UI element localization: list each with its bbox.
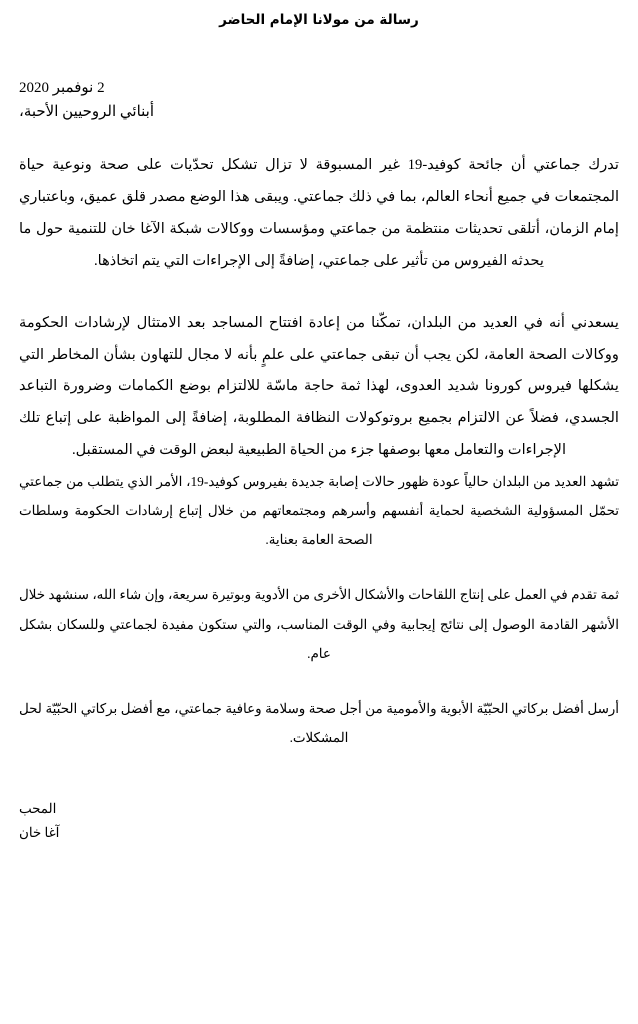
body-paragraph-5: أرسل أفضل بركاتي الحبّيّة الأبوية والأمومية من أجل صحة وسلامة وعافية جماعتي، مع أفضل بركاتي الحبّيّة لحل المشكلات. [19, 701, 619, 746]
body-paragraph-3: تشهد العديد من البلدان حالياً عودة ظهور حالات إصابة جديدة بفيروس كوفيد-19، الأمر الذي يتطلب من جماعتي تحمّل المسؤولية الشخصية لحماية أنفسهم وأسرهم ومجتمعاتهم من خلال إتباع إرشادات الحكومة وسلطات الصحة العامة بعناية. [19, 473, 620, 548]
letter-salutation: أبنائي الروحيين الأحبة، [19, 104, 155, 121]
letter-body [19, 150, 619, 752]
page-title: رسالة من مولانا الإمام الحاضر [219, 12, 419, 28]
body-paragraph-2: يسعدني أنه في العديد من البلدان، تمكّنا من إعادة افتتاح المساجد بعد الامتثال لإرشادات الحكومة ووكالات الصحة العامة، لكن يجب أن تبقى جماعتي على علمٍ بأنه لا مجال للتهاون بشأن المخاطر التي يشكلها فيروس كورونا شديد العدوى، لهذا ثمة حاجة ماسّة للالتزام بوضع الكمامات وضرورة التباعد الجسدي، فضلاً عن الالتزام بجميع بروتوكولات النظافة المطلوبة، إضافةً إلى المواظبة على إتباع تلك الإجراءات والتعامل معها بوصفها جزء من الحياة الطبيعية لبعض الوقت في المستقبل. [19, 314, 619, 458]
signature-name: آغا خان [19, 825, 60, 841]
body-paragraph-1: تدرك جماعتي أن جائحة كوفيد-19 غير المسبوقة لا تزال تشكل تحدّيات على صحة ونوعية حياة المجتمعات في جميع أنحاء العالم، بما في ذلك جماعتي. ويبقى هذا الوضع مصدر قلق عميق، وباعتباري إمام الزمان، أتلقى تحديثات منتظمة من جماعتي ومؤسسات ووكالات شبكة الآغا خان للتنمية حول ما يحدثه الفيروس من تأثير على جماعتي، إضافةً إلى الإجراءات التي يتم اتخاذها. [19, 157, 619, 269]
letterhead [19, 76, 619, 125]
signature-closing: المحب [19, 800, 57, 816]
body-paragraph-4: ثمة تقدم في العمل على إنتاج اللقاحات والأشكال الأخرى من الأدوية وبوتيرة سريعة، وإن شاء الله، سنشهد خلال الأشهر القادمة الوصول إلى نتائج إيجابية وفي الوقت المناسب، والتي ستكون مفيدة لجماعتي وللسكان بشكل عام. [19, 587, 619, 661]
letter-date: 2 نوفمبر 2020 [19, 79, 105, 96]
signature-block [19, 797, 619, 847]
